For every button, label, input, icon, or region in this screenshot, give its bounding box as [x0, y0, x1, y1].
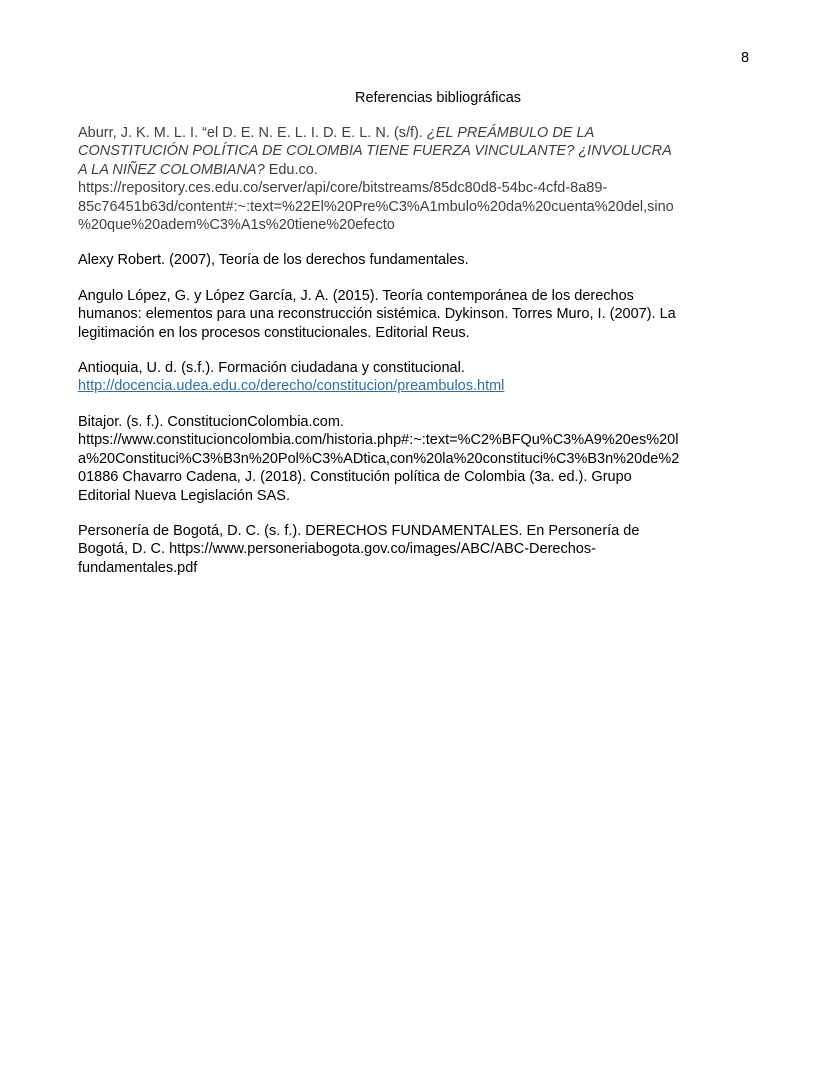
reference-line: legitimación en los procesos constitucionales. Editorial Reus.	[78, 324, 470, 341]
reference-url-line: a%20Constituci%C3%B3n%20Pol%C3%ADtica,con%20la%20constituci%C3%B3n%20de%2	[78, 450, 680, 467]
references-list	[78, 124, 758, 594]
reference-antioquia	[78, 359, 758, 396]
reference-line	[78, 161, 758, 179]
page-number: 8	[741, 50, 750, 66]
reference-source: Edu.co.	[264, 161, 318, 178]
reference-line: Bogotá, D. C. https://www.personeriabogota.gov.co/images/ABC/ABC-Derechos-	[78, 541, 596, 558]
reference-link-udea[interactable]: http://docencia.udea.edu.co/derecho/constitucion/preambulos.html	[78, 378, 505, 395]
reference-title: A LA NIÑEZ COLOMBIANA?	[78, 161, 265, 178]
reference-title-line: CONSTITUCIÓN POLÍTICA DE COLOMBIA TIENE FUERZA VINCULANTE? ¿INVOLUCRA	[78, 143, 672, 160]
reference-url-line: https://www.constitucioncolombia.com/historia.php#:~:text=%C2%BFQu%C3%A9%20es%20l	[78, 432, 679, 449]
reference-personeria	[78, 522, 758, 577]
reference-url-line: %20que%20adem%C3%A1s%20tiene%20efecto	[78, 217, 395, 234]
reference-line: Antioquia, U. d. (s.f.). Formación ciudadana y constitucional.	[78, 360, 465, 377]
reference-title: ¿EL PREÁMBULO DE LA	[426, 125, 595, 141]
reference-text: Aburr, J. K. M. L. I. “el D. E. N. E. L. I. D. E. L. N. (s/f).	[78, 125, 427, 141]
reference-line: Personería de Bogotá, D. C. (s. f.). DERECHOS FUNDAMENTALES. En Personería de	[78, 522, 640, 539]
reference-angulo	[78, 287, 758, 342]
reference-url-line: https://repository.ces.edu.co/server/api/core/bitstreams/85dc80d8-54bc-4cfd-8a89-	[78, 180, 608, 197]
reference-line: Angulo López, G. y López García, J. A. (2015). Teoría contemporánea de los derechos	[78, 287, 634, 304]
page-title: Referencias bibliográficas	[354, 90, 522, 106]
reference-aburr	[78, 124, 758, 234]
reference-line: Editorial Nueva Legislación SAS.	[78, 487, 290, 504]
reference-line: Alexy Robert. (2007), Teoría de los derechos fundamentales.	[78, 252, 469, 269]
reference-line: humanos: elementos para una reconstrucción sistémica. Dykinson. Torres Muro, I. (2007). La	[78, 306, 676, 323]
reference-line	[78, 124, 758, 142]
reference-url-line: 85c76451b63d/content#:~:text=%22El%20Pre%C3%A1mbulo%20da%20cuenta%20del,sino	[78, 198, 674, 215]
reference-line: fundamentales.pdf	[78, 559, 198, 576]
reference-line: Bitajor. (s. f.). ConstitucionColombia.com.	[78, 413, 344, 430]
reference-alexy	[78, 251, 758, 269]
reference-bitajor	[78, 413, 758, 505]
reference-line: 01886 Chavarro Cadena, J. (2018). Constitución política de Colombia (3a. ed.). Grupo	[78, 469, 632, 486]
